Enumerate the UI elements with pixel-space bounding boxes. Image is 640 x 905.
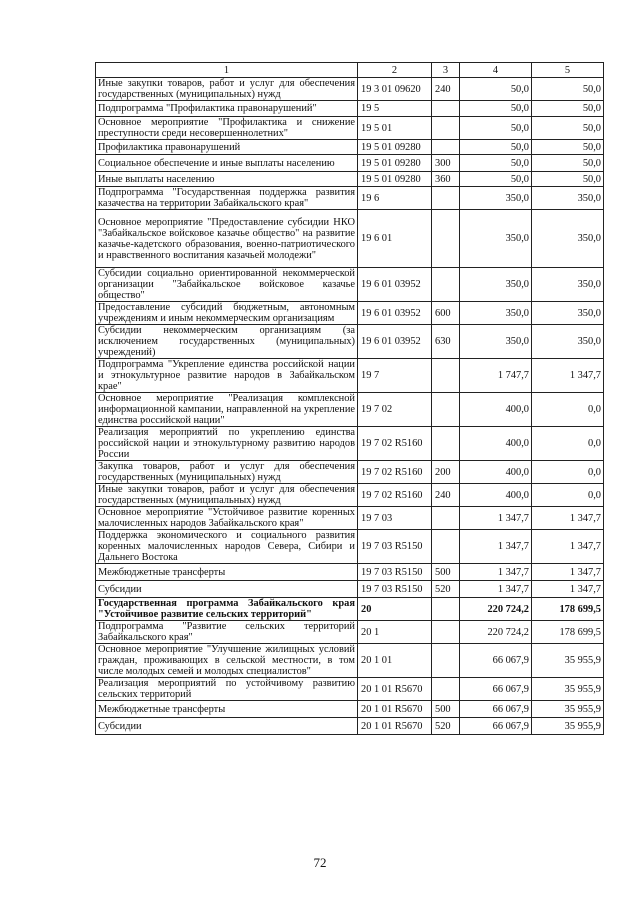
table-row xyxy=(96,210,604,268)
row-value2-cell: 1 347,7 xyxy=(532,359,604,393)
row-type-cell xyxy=(432,530,460,564)
row-name-cell: Реализация мероприятий по устойчивому развитию сельских территорий xyxy=(96,678,358,701)
row-value1-cell: 50,0 xyxy=(460,78,532,101)
table-row xyxy=(96,701,604,718)
row-type-cell xyxy=(432,359,460,393)
row-value1-cell: 350,0 xyxy=(460,187,532,210)
table-row xyxy=(96,187,604,210)
budget-table xyxy=(95,62,604,735)
table-row xyxy=(96,461,604,484)
row-value2-cell: 1 347,7 xyxy=(532,564,604,581)
row-value1-cell: 50,0 xyxy=(460,140,532,155)
row-value1-cell: 66 067,9 xyxy=(460,718,532,735)
row-type-cell: 300 xyxy=(432,155,460,172)
row-type-cell xyxy=(432,268,460,302)
row-code-cell: 19 7 03 xyxy=(358,507,432,530)
row-name-cell: Поддержка экономического и социального развития коренных малочисленных народов Севера, Сибири и Дальнего Востока xyxy=(96,530,358,564)
row-value2-cell: 0,0 xyxy=(532,461,604,484)
row-value1-cell: 50,0 xyxy=(460,117,532,140)
row-code-cell: 19 3 01 09620 xyxy=(358,78,432,101)
row-type-cell: 360 xyxy=(432,172,460,187)
row-name-cell: Межбюджетные трансферты xyxy=(96,564,358,581)
row-code-cell: 19 7 xyxy=(358,359,432,393)
row-value2-cell: 50,0 xyxy=(532,140,604,155)
row-code-cell: 20 1 01 R5670 xyxy=(358,701,432,718)
header-cell-2: 2 xyxy=(358,63,432,78)
row-name-cell: Подпрограмма "Развитие сельских территорий Забайкальского края" xyxy=(96,621,358,644)
row-type-cell xyxy=(432,678,460,701)
row-name-cell: Государственная программа Забайкальского края "Устойчивое развитие сельских территорий" xyxy=(96,598,358,621)
row-name-cell: Профилактика правонарушений xyxy=(96,140,358,155)
table-row xyxy=(96,268,604,302)
row-code-cell: 19 5 01 09280 xyxy=(358,172,432,187)
row-name-cell: Основное мероприятие "Реализация комплексной информационной кампании, направленной на укрепление единства российской нации" xyxy=(96,393,358,427)
row-value1-cell: 1 347,7 xyxy=(460,507,532,530)
row-type-cell: 240 xyxy=(432,484,460,507)
row-code-cell: 19 7 02 R5160 xyxy=(358,427,432,461)
row-type-cell xyxy=(432,427,460,461)
row-name-cell: Иные выплаты населению xyxy=(96,172,358,187)
table-body xyxy=(96,63,604,735)
row-code-cell: 19 7 03 R5150 xyxy=(358,581,432,598)
row-value2-cell: 350,0 xyxy=(532,302,604,325)
row-type-cell xyxy=(432,187,460,210)
row-name-cell: Предоставление субсидий бюджетным, автономным учреждениям и иным некоммерческим организациям xyxy=(96,302,358,325)
row-code-cell: 19 7 02 R5160 xyxy=(358,484,432,507)
row-value1-cell: 1 347,7 xyxy=(460,581,532,598)
table-row xyxy=(96,140,604,155)
row-type-cell: 500 xyxy=(432,701,460,718)
row-type-cell xyxy=(432,393,460,427)
row-type-cell: 500 xyxy=(432,564,460,581)
row-code-cell: 19 7 02 xyxy=(358,393,432,427)
row-name-cell: Иные закупки товаров, работ и услуг для обеспечения государственных (муниципальных) нужд xyxy=(96,484,358,507)
table-header-row xyxy=(96,63,604,78)
row-value2-cell: 50,0 xyxy=(532,78,604,101)
row-name-cell: Подпрограмма "Укрепление единства российской нации и этнокультурное развитие народов в Забайкальском крае" xyxy=(96,359,358,393)
row-type-cell: 200 xyxy=(432,461,460,484)
row-code-cell: 19 5 01 xyxy=(358,117,432,140)
row-name-cell: Субсидии некоммерческим организациям (за исключением государственных (муниципальных) учреждений) xyxy=(96,325,358,359)
table-row xyxy=(96,101,604,117)
row-name-cell: Основное мероприятие "Профилактика и снижение преступности среди несовершеннолетних" xyxy=(96,117,358,140)
table-row xyxy=(96,359,604,393)
row-value1-cell: 350,0 xyxy=(460,325,532,359)
row-name-cell: Подпрограмма "Государственная поддержка развития казачества на территории Забайкальского края" xyxy=(96,187,358,210)
row-value2-cell: 178 699,5 xyxy=(532,621,604,644)
row-name-cell: Социальное обеспечение и иные выплаты населению xyxy=(96,155,358,172)
table-row xyxy=(96,621,604,644)
row-value2-cell: 350,0 xyxy=(532,268,604,302)
row-value1-cell: 1 347,7 xyxy=(460,564,532,581)
row-value2-cell: 35 955,9 xyxy=(532,678,604,701)
row-value2-cell: 50,0 xyxy=(532,117,604,140)
row-code-cell: 19 6 xyxy=(358,187,432,210)
table-row xyxy=(96,507,604,530)
row-value2-cell: 35 955,9 xyxy=(532,644,604,678)
row-value2-cell: 50,0 xyxy=(532,172,604,187)
header-cell-3: 3 xyxy=(432,63,460,78)
row-value1-cell: 350,0 xyxy=(460,210,532,268)
table-row xyxy=(96,393,604,427)
row-value1-cell: 50,0 xyxy=(460,155,532,172)
row-type-cell: 520 xyxy=(432,581,460,598)
row-code-cell: 19 5 01 09280 xyxy=(358,155,432,172)
row-value2-cell: 0,0 xyxy=(532,484,604,507)
table-row xyxy=(96,718,604,735)
row-value1-cell: 1 347,7 xyxy=(460,530,532,564)
row-value2-cell: 350,0 xyxy=(532,325,604,359)
row-type-cell: 600 xyxy=(432,302,460,325)
row-name-cell: Основное мероприятие "Предоставление субсидии НКО "Забайкальское войсковое казачье общество" на развитие казачье-кадетского образования, военно-патриотического и нравственного воспитания казачьей молодежи" xyxy=(96,210,358,268)
row-code-cell: 20 1 xyxy=(358,621,432,644)
table-row xyxy=(96,644,604,678)
row-code-cell: 19 5 01 09280 xyxy=(358,140,432,155)
row-type-cell xyxy=(432,140,460,155)
table-row xyxy=(96,427,604,461)
row-name-cell: Межбюджетные трансферты xyxy=(96,701,358,718)
table-row xyxy=(96,530,604,564)
row-type-cell xyxy=(432,644,460,678)
table-row xyxy=(96,564,604,581)
table-row xyxy=(96,302,604,325)
row-name-cell: Субсидии xyxy=(96,718,358,735)
table-row xyxy=(96,155,604,172)
row-value1-cell: 350,0 xyxy=(460,302,532,325)
table-row xyxy=(96,581,604,598)
page-number: 72 xyxy=(313,855,327,870)
row-name-cell: Субсидии социально ориентированной некоммерческой организации "Забайкальское войсковое казачье общество" xyxy=(96,268,358,302)
row-code-cell: 19 5 xyxy=(358,101,432,117)
row-value2-cell: 0,0 xyxy=(532,427,604,461)
header-cell-5: 5 xyxy=(532,63,604,78)
row-value1-cell: 400,0 xyxy=(460,461,532,484)
row-value1-cell: 400,0 xyxy=(460,427,532,461)
row-code-cell: 20 1 01 xyxy=(358,644,432,678)
row-type-cell: 520 xyxy=(432,718,460,735)
row-value1-cell: 350,0 xyxy=(460,268,532,302)
row-value1-cell: 50,0 xyxy=(460,172,532,187)
row-value2-cell: 50,0 xyxy=(532,101,604,117)
row-name-cell: Основное мероприятие "Улучшение жилищных условий граждан, проживающих в сельской местности, в том числе молодых семей и молодых специалистов" xyxy=(96,644,358,678)
row-value2-cell: 0,0 xyxy=(532,393,604,427)
row-value2-cell: 178 699,5 xyxy=(532,598,604,621)
row-value2-cell: 350,0 xyxy=(532,210,604,268)
row-type-cell xyxy=(432,210,460,268)
row-value2-cell: 35 955,9 xyxy=(532,701,604,718)
table-row xyxy=(96,117,604,140)
row-type-cell xyxy=(432,621,460,644)
row-code-cell: 19 7 03 R5150 xyxy=(358,564,432,581)
row-name-cell: Основное мероприятие "Устойчивое развитие коренных малочисленных народов Забайкальского края" xyxy=(96,507,358,530)
row-value1-cell: 220 724,2 xyxy=(460,621,532,644)
row-type-cell xyxy=(432,117,460,140)
row-code-cell: 19 6 01 03952 xyxy=(358,325,432,359)
row-type-cell: 630 xyxy=(432,325,460,359)
row-name-cell: Субсидии xyxy=(96,581,358,598)
row-value1-cell: 400,0 xyxy=(460,484,532,507)
row-value2-cell: 1 347,7 xyxy=(532,530,604,564)
row-code-cell: 19 6 01 03952 xyxy=(358,268,432,302)
row-value2-cell: 35 955,9 xyxy=(532,718,604,735)
table-row xyxy=(96,78,604,101)
table-row xyxy=(96,325,604,359)
table-row xyxy=(96,678,604,701)
header-cell-1: 1 xyxy=(96,63,358,78)
row-value1-cell: 220 724,2 xyxy=(460,598,532,621)
table-row xyxy=(96,484,604,507)
row-code-cell: 20 1 01 R5670 xyxy=(358,718,432,735)
row-value2-cell: 1 347,7 xyxy=(532,507,604,530)
row-value2-cell: 1 347,7 xyxy=(532,581,604,598)
row-type-cell xyxy=(432,101,460,117)
row-code-cell: 19 6 01 03952 xyxy=(358,302,432,325)
table-row xyxy=(96,172,604,187)
table-row xyxy=(96,598,604,621)
row-code-cell: 20 xyxy=(358,598,432,621)
row-code-cell: 20 1 01 R5670 xyxy=(358,678,432,701)
row-code-cell: 19 7 03 R5150 xyxy=(358,530,432,564)
header-cell-4: 4 xyxy=(460,63,532,78)
row-value1-cell: 66 067,9 xyxy=(460,678,532,701)
row-type-cell xyxy=(432,598,460,621)
row-type-cell: 240 xyxy=(432,78,460,101)
row-name-cell: Реализация мероприятий по укреплению единства российской нации и этнокультурному развитию народов России xyxy=(96,427,358,461)
row-value1-cell: 50,0 xyxy=(460,101,532,117)
row-value1-cell: 400,0 xyxy=(460,393,532,427)
row-value1-cell: 66 067,9 xyxy=(460,644,532,678)
row-value1-cell: 66 067,9 xyxy=(460,701,532,718)
row-name-cell: Закупка товаров, работ и услуг для обеспечения государственных (муниципальных) нужд xyxy=(96,461,358,484)
row-value2-cell: 350,0 xyxy=(532,187,604,210)
row-name-cell: Иные закупки товаров, работ и услуг для обеспечения государственных (муниципальных) нужд xyxy=(96,78,358,101)
row-code-cell: 19 6 01 xyxy=(358,210,432,268)
row-code-cell: 19 7 02 R5160 xyxy=(358,461,432,484)
row-type-cell xyxy=(432,507,460,530)
row-value1-cell: 1 747,7 xyxy=(460,359,532,393)
row-value2-cell: 50,0 xyxy=(532,155,604,172)
row-name-cell: Подпрограмма "Профилактика правонарушений" xyxy=(96,101,358,117)
